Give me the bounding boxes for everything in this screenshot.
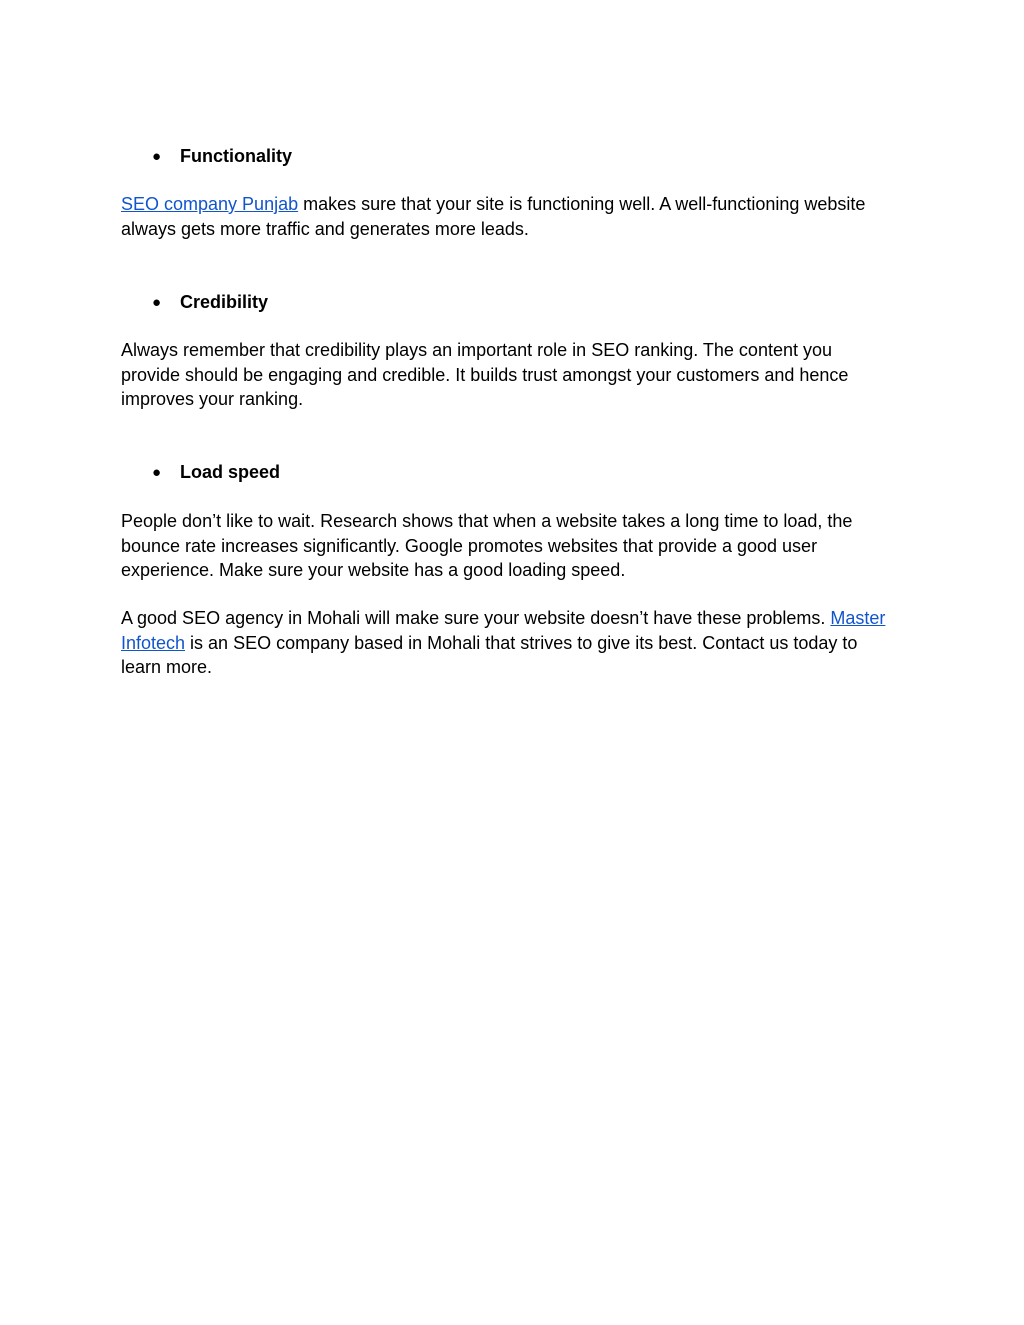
paragraph-line: bounce rate increases significantly. Google promotes websites that provide a good user	[121, 535, 818, 556]
paragraph-text: is an SEO company based in Mohali that strives to give its best. Contact us today to	[185, 632, 858, 653]
heading-text: Credibility	[180, 292, 269, 312]
heading-credibility	[152, 290, 268, 315]
paragraph-line	[121, 631, 911, 656]
bullet-icon: ●	[152, 464, 162, 481]
paragraph-line: People don’t like to wait. Research shows that when a website takes a long time to load, the	[121, 511, 853, 531]
paragraph-text: makes sure that your site is functioning well. A well-functioning website	[298, 194, 866, 214]
paragraph-line: learn more.	[121, 657, 213, 677]
heading-text: Functionality	[180, 146, 292, 166]
seo-company-punjab-link[interactable]: SEO company Punjab	[121, 194, 299, 214]
bullet-icon: ●	[152, 148, 162, 165]
paragraph-load-speed	[121, 509, 911, 583]
master-infotech-link-part1[interactable]: Master	[830, 608, 886, 628]
paragraph-closing	[121, 606, 911, 680]
heading-load-speed	[152, 460, 280, 485]
paragraph-line	[121, 192, 911, 217]
paragraph-line: Always remember that credibility plays an important role in SEO ranking. The content you	[121, 340, 832, 360]
paragraph-line	[121, 606, 911, 631]
paragraph-line: experience. Make sure your website has a good loading speed.	[121, 560, 626, 580]
paragraph-line: improves your ranking.	[121, 389, 304, 409]
paragraph-line: always gets more traffic and generates more leads.	[121, 218, 529, 239]
bullet-icon: ●	[152, 294, 162, 311]
heading-text: Load speed	[180, 462, 281, 482]
paragraph-text: A good SEO agency in Mohali will make sure your website doesn’t have these problems.	[121, 608, 831, 628]
paragraph-credibility	[121, 338, 911, 412]
master-infotech-link-part2[interactable]: Infotech	[121, 632, 186, 653]
paragraph-line: provide should be engaging and credible. It builds trust amongst your customers and hence	[121, 364, 849, 385]
heading-functionality	[152, 144, 292, 169]
paragraph-functionality	[121, 192, 911, 241]
